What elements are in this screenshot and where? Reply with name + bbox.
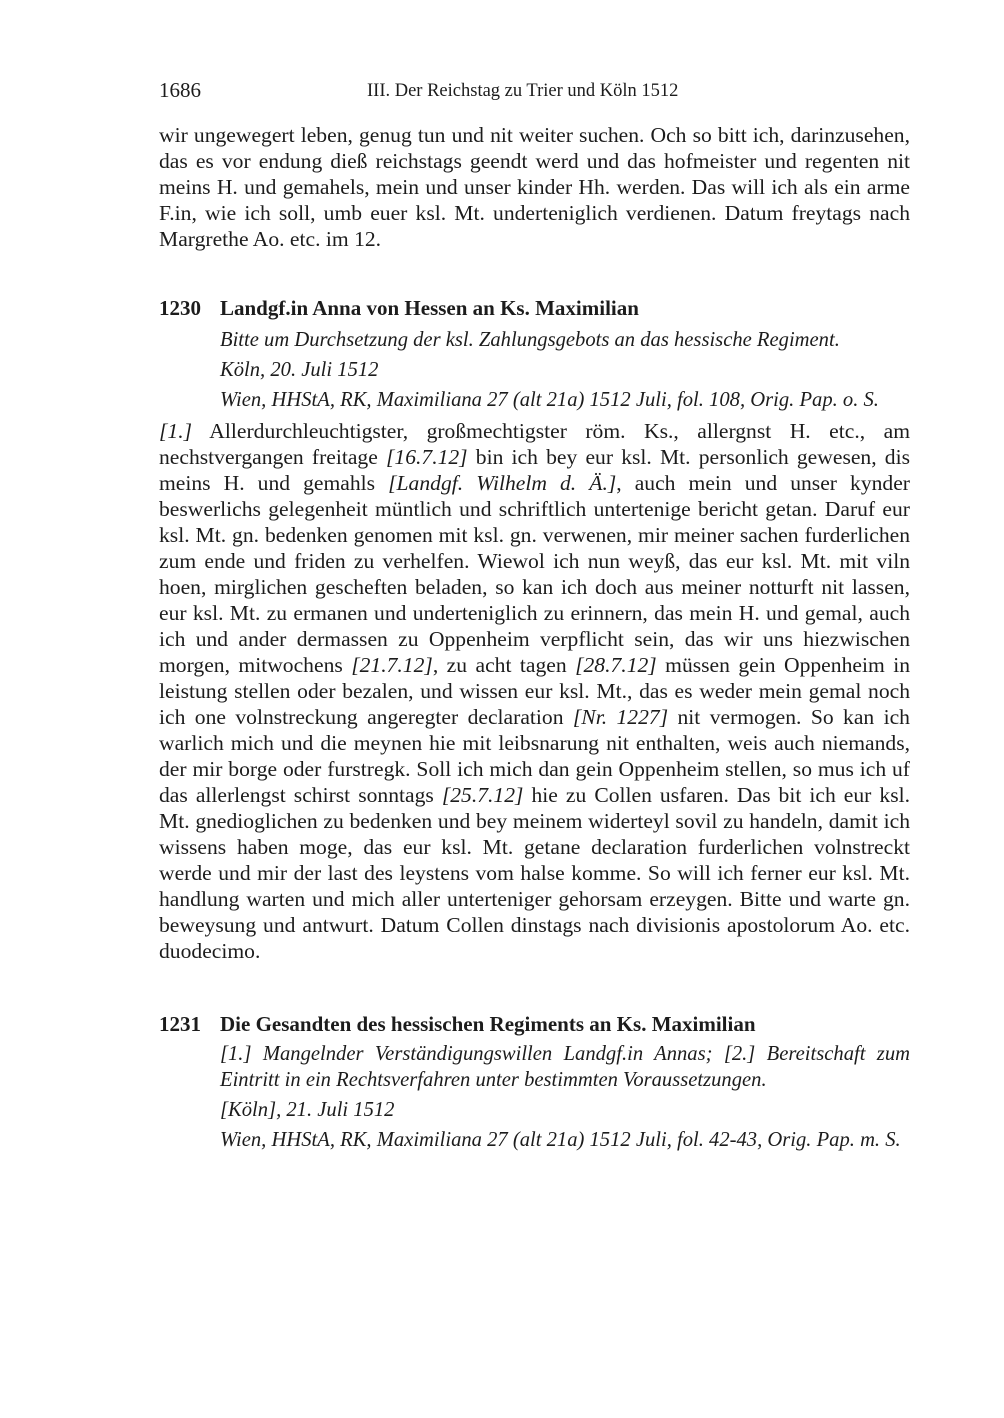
document-source: Wien, HHStA, RK, Maximiliana 27 (alt 21a) 1512 Juli, fol. 108, Orig. Pap. o. S. <box>220 389 879 411</box>
body-text-segment: nit vermogen. So kan ich warlich mich und die meynen hie mit leibsnarung nit enthalten, weis auch niemands, der mir borge oder furstregk. Soll ich mich dan gein Oppenheim stellen, so mus ich uf das allerlengst schirst sonntags <box>159 705 910 807</box>
document-date: Köln, 20. Juli 1512 <box>220 359 379 381</box>
document-title: Landgf.in Anna von Hessen an Ks. Maximilian <box>220 296 639 320</box>
page-number: 1686 <box>159 78 201 102</box>
editorial-annotation: [1.] <box>159 419 193 443</box>
intro-paragraph: wir ungewegert leben, genug tun und nit weiter suchen. Och so bitt ich, darinzusehen, das es vor endung dieß reichstags geendt werd und das hofmeister und regenten nit meins H. und gemahels, mein und unser kinder Hh. werden. Das will ich als ein arme F.in, wie ich soll, umb euer ksl. Mt. underteniglich verdienen. Datum freytags nach Margrethe Ao. etc. im 12. <box>159 123 910 251</box>
editorial-annotation: [25.7.12] <box>441 783 524 807</box>
document-title: Die Gesandten des hessischen Regiments an Ks. Maximilian <box>220 1012 756 1036</box>
document-summary: Bitte um Durchsetzung der ksl. Zahlungsgebots an das hessische Regiment. <box>220 329 840 351</box>
document-body-text <box>159 418 910 964</box>
document-summary: [1.] Mangelnder Verständigungswillen Landgf.in Annas; [2.] Bereitschaft zum Eintritt in ein Rechtsverfahren unter bestimmten Voraussetzungen. <box>220 1043 910 1091</box>
editorial-annotation: [16.7.12] <box>386 445 468 469</box>
document-heading <box>159 1011 910 1038</box>
body-text-segment: , zu acht tagen <box>432 653 576 677</box>
editorial-annotation: [Landgf. Wilhelm d. Ä.] <box>388 471 617 495</box>
document-number: 1231 <box>159 1012 201 1036</box>
body-text-segment: , auch mein und unser kynder beswerlichs gelegenheit müntlich und schriftlich untertenige bericht getan. Daruf eur ksl. Mt. gn. bedenken genomen mit ksl. gn. verwenen, mir meiner sachen furderlichen zum ende und friden zu verhelfen. Wiewol ich nun weyß, das eur ksl. Mt. mit viln hoen, mirglichen gescheften beladen, so kan ich doch aus meiner notturft nit lassen, eur ksl. Mt. zu ermanen und underteniglich zu erinnern, das mein H. und gemal, auch ich und ander dermassen zu Oppenheim verpflicht sein, das wir uns hiezwischen morgen, mitwochens <box>159 471 910 677</box>
document-entry-1231 <box>159 1011 910 1153</box>
editorial-annotation: [28.7.12] <box>575 653 657 677</box>
document-page <box>159 78 910 1153</box>
running-head <box>159 78 910 108</box>
body-text-segment: Allerdurchleuchtigster, großmechtigster röm. Ks., allergnst H. etc., am nechstvergangen freitage <box>159 419 910 469</box>
document-heading <box>159 295 910 322</box>
editorial-annotation: [Nr. 1227] <box>572 705 669 729</box>
document-metadata <box>220 1041 910 1153</box>
body-text-segment: bin ich bey eur ksl. Mt. personlich gewesen, dis meins H. und gemahls <box>159 445 910 495</box>
document-date: [Köln], 21. Juli 1512 <box>220 1099 395 1121</box>
editorial-annotation: [21.7.12] <box>351 653 433 677</box>
document-source: Wien, HHStA, RK, Maximiliana 27 (alt 21a) 1512 Juli, fol. 42-43, Orig. Pap. m. S. <box>220 1129 901 1151</box>
document-metadata <box>220 327 910 413</box>
document-number: 1230 <box>159 296 201 320</box>
document-entry-1230 <box>159 295 910 964</box>
running-head-title: III. Der Reichstag zu Trier und Köln 1512 <box>367 81 679 101</box>
body-text-segment: müssen gein Oppenheim in leistung stellen oder bezalen, und wissen eur ksl. Mt., das es weder mein gemal noch ich one volnstreckung angeregter declaration <box>159 653 910 729</box>
body-text-segment: hie zu Collen usfaren. Das bit ich eur ksl. Mt. gnedioglichen zu bedenken und bey meinem widerteyl sovil zu handeln, damit ich wissens haben moge, das eur ksl. Mt. getane declaration furderlichen volnstreckt werde und mir der last des leystens vom halse komme. So will ich ferner eur ksl. Mt. handlung warten und mich aller unterteniger gehorsam erzeygen. Bitte und warte gn. beweysung und antwurt. Datum Collen dinstags nach divisionis apostolorum Ao. etc. duodecimo. <box>159 783 910 963</box>
